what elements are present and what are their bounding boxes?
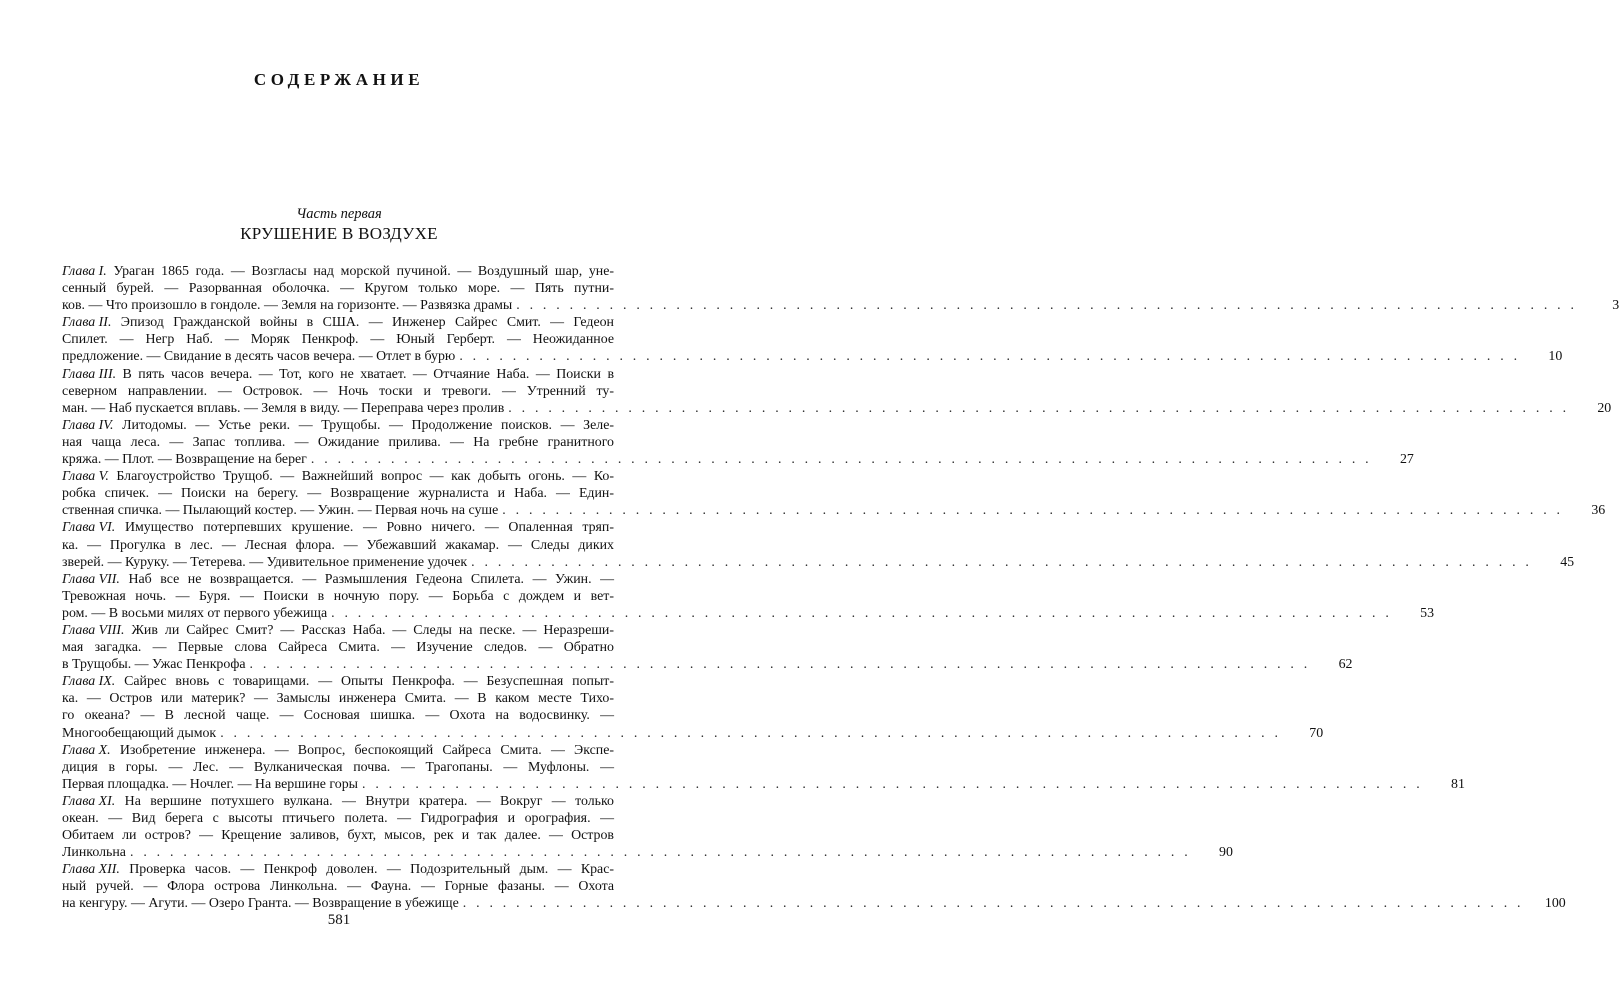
toc-entry-line: [62, 707, 614, 724]
chapter-summary-text: северном направлении. — Островок. — Ночь тоски и тревоги. — Утренний ту-: [62, 383, 614, 399]
chapter-page-number: 3: [1612, 298, 1619, 314]
toc-entry-line: [62, 759, 614, 776]
chapter-summary-text: в Трущобы. — Ужас Пенкрофа: [62, 657, 246, 673]
toc-entry-line: [62, 314, 614, 331]
chapter-page-number: 20: [1597, 400, 1612, 416]
chapter-page-number: 10: [1548, 349, 1563, 365]
toc-entry-line: [62, 827, 614, 844]
chapter-page-number: 27: [1399, 452, 1414, 468]
toc-entry-line: [62, 383, 614, 400]
chapter-page-number: 36: [1591, 503, 1606, 519]
chapter-page-number: 90: [1219, 845, 1233, 861]
toc-entry-line: [62, 348, 1563, 365]
chapter-summary-text: Ураган 1865 года. — Возгласы над морской пучиной. — Воздушный шар, уне-: [106, 264, 614, 279]
chapter-summary-text: на кенгуру. — Агути. — Озеро Гранта. — Возвращение в убежище: [62, 896, 459, 912]
toc-entry: [62, 314, 1563, 365]
chapter-page-number: 45: [1560, 554, 1575, 570]
chapter-summary-text: Жив ли Сайрес Смит? — Рассказ Наба. — Следы на песке. — Неразреши-: [124, 622, 614, 638]
dot-leader: . . . . . . . . . . . . . . . . . . . . . . . . . . . . . . . . . . . . . . . . . . . . . . . . . . . . . . . . . . . . . . . . . . . . . . . . . . . . . . . .: [331, 605, 1393, 621]
toc-entry-line: [62, 571, 614, 588]
chapter-summary-text: зверей. — Куруку. — Тетерева. — Удивительное применение удочек: [62, 554, 468, 570]
toc-entry-line: [62, 502, 1606, 519]
chapter-summary-text: Первая площадка. — Ночлег. — На вершине горы: [62, 776, 358, 792]
chapter-summary-text: ственная спичка. — Пылающий костер. — Ужин. — Первая ночь на суше: [62, 503, 499, 519]
toc-entry-line: [62, 451, 1414, 468]
toc-entry: [62, 861, 1566, 912]
toc-entry: [62, 793, 1233, 861]
toc-entry: [62, 519, 1575, 570]
toc-entry-line: [62, 468, 614, 485]
chapter-label: Глава XII.: [62, 862, 120, 878]
chapter-page-number: 100: [1544, 896, 1566, 912]
chapter-summary-text: ный ручей. — Флора острова Линкольна. — Фауна. — Горные фазаны. — Охота: [62, 879, 614, 895]
part-title: КРУШЕНИЕ В ВОЗДУХЕ: [240, 224, 438, 243]
chapter-summary-text: ман. — Наб пускается вплавь. — Земля в виду. — Переправа через пролив: [62, 400, 505, 416]
toc-entry-line: [62, 280, 614, 297]
chapter-page-number: 62: [1338, 657, 1353, 673]
toc-entry-line: [62, 588, 614, 605]
chapter-summary-text: Наб все не возвращается. — Размышления Гедеона Спилета. — Ужин. —: [119, 571, 614, 587]
dot-leader: . . . . . . . . . . . . . . . . . . . . . . . . . . . . . . . . . . . . . . . . . . . . . . . . . . . . . . . . . . . . . . . . . . . . . . . . . . . . . . . .: [310, 452, 1372, 468]
chapter-label: Глава III.: [62, 366, 117, 382]
dot-leader: . . . . . . . . . . . . . . . . . . . . . . . . . . . . . . . . . . . . . . . . . . . . . . . . . . . . . . . . . . . . . . . . . . . . . . . . . . . . . . . .: [220, 725, 1282, 741]
chapter-summary-text: Линкольна: [62, 845, 126, 861]
chapter-label: Глава II.: [62, 315, 112, 331]
chapter-summary-text: Многообещающий дымок: [62, 725, 217, 741]
chapter-summary-text: ка. — Прогулка в лес. — Лесная флора. — Убежавший жакамар. — Следы диких: [62, 537, 614, 553]
chapter-summary-text: Эпизод Гражданской войны в США. — Инженер Сайрес Смит. — Гедеон: [111, 315, 614, 331]
chapter-summary-text: го океана? — В лесной чаще. — Сосновая шишка. — Охота на водосвинку. —: [62, 708, 614, 724]
toc-entry-line: [62, 793, 614, 810]
chapter-summary-text: робка спичек. — Поиски на берегу. — Возвращение журналиста и Наба. — Един-: [62, 486, 614, 502]
chapter-label: Глава VIII.: [62, 622, 125, 638]
toc-entry-line: [62, 810, 614, 827]
toc-entry-line: [62, 297, 1619, 314]
chapter-summary-text: Тревожная ночь. — Буря. — Поиски в ночную пору. — Борьба с дождем и вет-: [62, 588, 614, 604]
dot-leader: . . . . . . . . . . . . . . . . . . . . . . . . . . . . . . . . . . . . . . . . . . . . . . . . . . . . . . . . . . . . . . . . . . . . . . . . . . . . . . . .: [502, 503, 1564, 519]
chapter-summary-text: мая загадка. — Первые слова Сайреса Смита. — Изучение следов. — Обратно: [62, 640, 614, 656]
toc-entry: [62, 622, 1353, 673]
toc-entry-line: [62, 417, 614, 434]
chapter-label: Глава VII.: [62, 571, 120, 587]
dot-leader: . . . . . . . . . . . . . . . . . . . . . . . . . . . . . . . . . . . . . . . . . . . . . . . . . . . . . . . . . . . . . . . . . . . . . . . . . . . . . . . .: [129, 845, 1191, 861]
toc-entry-line: [62, 656, 1353, 673]
chapter-summary-text: кряжа. — Плот. — Возвращение на берег: [62, 452, 307, 468]
chapter-summary-text: диция в горы. — Лес. — Вулканическая почва. — Трагопаны. — Муфлоны. —: [62, 759, 614, 775]
chapter-label: Глава IX.: [62, 674, 116, 690]
chapter-summary-text: ка. — Остров или материк? — Замыслы инженера Смита. — В каком месте Тихо-: [62, 691, 614, 707]
toc-entry: [62, 366, 1612, 417]
table-of-contents: [62, 263, 1619, 913]
toc-entry-line: [62, 844, 1233, 861]
toc-entry-line: [62, 434, 614, 451]
chapter-summary-text: Литодомы. — Устье реки. — Трущобы. — Продолжение поисков. — Зеле-: [113, 417, 614, 433]
part-label: Часть первая: [296, 206, 382, 222]
chapter-summary-text: ром. — В восьми милях от первого убежища: [62, 605, 328, 621]
chapter-label: Глава IV.: [62, 417, 114, 433]
dot-leader: . . . . . . . . . . . . . . . . . . . . . . . . . . . . . . . . . . . . . . . . . . . . . . . . . . . . . . . . . . . . . . . . . . . . . . . . . . . . . . . .: [508, 400, 1570, 416]
toc-entry-line: [62, 725, 1324, 742]
dot-leader: . . . . . . . . . . . . . . . . . . . . . . . . . . . . . . . . . . . . . . . . . . . . . . . . . . . . . . . . . . . . . . . . . . . . . . . . . . . . . . . .: [459, 349, 1521, 365]
chapter-summary-text: океан. — Вид берега с высоты птичьего полета. — Гидрография и орография. —: [62, 811, 614, 826]
contents-heading: СОДЕРЖАНИЕ: [253, 70, 425, 89]
dot-leader: . . . . . . . . . . . . . . . . . . . . . . . . . . . . . . . . . . . . . . . . . . . . . . . . . . . . . . . . . . . . . . . . . . . . . . . . . . . . . . . .: [471, 554, 1533, 570]
chapter-label: Глава X.: [62, 742, 111, 758]
toc-entry: [62, 468, 1606, 519]
toc-entry-line: [62, 690, 614, 707]
toc-entry-line: [62, 622, 614, 639]
chapter-label: Глава I.: [62, 264, 107, 279]
chapter-summary-text: Сайрес вновь с товарищами. — Опыты Пенкрофа. — Безуспешная попыт-: [115, 674, 614, 690]
chapter-label: Глава XI.: [62, 793, 116, 809]
toc-entry-line: [62, 263, 614, 280]
toc-entry-line: [62, 895, 1566, 912]
toc-entry-line: [62, 485, 614, 502]
page-number: 581: [327, 912, 351, 928]
toc-entry-line: [62, 366, 614, 383]
toc-entry-line: [62, 639, 614, 656]
chapter-page-number: 53: [1420, 605, 1435, 621]
chapter-summary-text: предложение. — Свидание в десять часов вечера. — Отлет в бурю: [62, 349, 456, 365]
toc-entry: [62, 673, 1324, 741]
dot-leader: . . . . . . . . . . . . . . . . . . . . . . . . . . . . . . . . . . . . . . . . . . . . . . . . . . . . . . . . . . . . . . . . . . . . . . . . . . . . . . . .: [361, 776, 1423, 792]
toc-entry-line: [62, 554, 1575, 571]
toc-entry: [62, 571, 1435, 622]
toc-entry: [62, 742, 1465, 793]
toc-entry-line: [62, 331, 614, 348]
chapter-summary-text: ная чаща леса. — Запас топлива. — Ожидание прилива. — На гребне гранитного: [62, 434, 614, 450]
chapter-summary-text: сенный бурей. — Разорванная оболочка. — Кругом только море. — Пять путни-: [62, 281, 614, 297]
toc-entry-line: [62, 400, 1612, 417]
chapter-summary-text: В пять часов вечера. — Тот, кого не хватает. — Отчаяние Наба. — Поиски в: [116, 366, 614, 382]
toc-entry: [62, 417, 1414, 468]
chapter-summary-text: Благоустройство Трущоб. — Важнейший вопрос — как добыть огонь. — Ко-: [108, 469, 614, 485]
chapter-label: Глава VI.: [62, 520, 116, 536]
chapter-summary-text: Имущество потерпевших крушение. — Ровно ничего. — Опаленная тряп-: [115, 520, 614, 536]
chapter-summary-text: Изобретение инженера. — Вопрос, беспокоящий Сайреса Смита. — Экспе-: [110, 742, 614, 758]
chapter-page-number: 81: [1451, 776, 1465, 792]
chapter-summary-text: Обитаем ли остров? — Крещение заливов, бухт, мысов, рек и так далее. — Остров: [62, 828, 614, 844]
dot-leader: . . . . . . . . . . . . . . . . . . . . . . . . . . . . . . . . . . . . . . . . . . . . . . . . . . . . . . . . . . . . . . . . . . . . . . . . . . . . . . . .: [249, 657, 1311, 673]
toc-entry-line: [62, 673, 614, 690]
chapter-page-number: 70: [1309, 725, 1324, 741]
toc-entry-line: [62, 537, 614, 554]
toc-entry: [62, 263, 1619, 314]
toc-entry-line: [62, 878, 614, 895]
toc-entry-line: [62, 861, 614, 878]
toc-entry-line: [62, 776, 1465, 793]
dot-leader: . . . . . . . . . . . . . . . . . . . . . . . . . . . . . . . . . . . . . . . . . . . . . . . . . . . . . . . . . . . . . . . . . . . . . . . . . . . . . . . .: [516, 298, 1578, 314]
toc-entry-line: [62, 605, 1435, 622]
toc-entry-line: [62, 742, 614, 759]
chapter-summary-text: Проверка часов. — Пенкроф доволен. — Подозрительный дым. — Крас-: [119, 862, 614, 878]
chapter-summary-text: Спилет. — Негр Наб. — Моряк Пенкроф. — Юный Герберт. — Неожиданное: [62, 332, 614, 348]
toc-entry-line: [62, 519, 614, 536]
chapter-label: Глава V.: [62, 469, 109, 485]
chapter-summary-text: На вершине потухшего вулкана. — Внутри кратера. — Вокруг — только: [115, 793, 614, 809]
dot-leader: . . . . . . . . . . . . . . . . . . . . . . . . . . . . . . . . . . . . . . . . . . . . . . . . . . . . . . . . . . . . . . . . . . . . . . . . . . . . . . . .: [462, 896, 1524, 912]
chapter-summary-text: ков. — Что произошло в гондоле. — Земля на горизонте. — Развязка драмы: [62, 298, 513, 314]
